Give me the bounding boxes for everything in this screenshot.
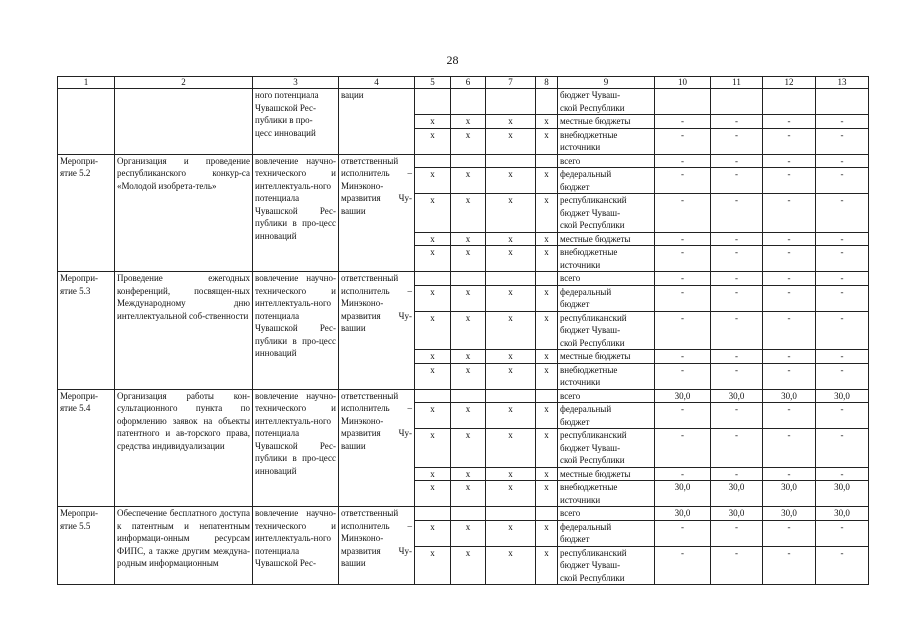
cell-col7: х [486,115,536,129]
cell-col7: х [486,194,536,233]
funding-source-cell: внебюджетные источники [558,481,655,507]
value-col11: - [711,546,763,585]
header-cell: 1 [58,77,115,89]
value-col10: - [655,232,711,246]
cell-col6: х [451,246,486,272]
value-col10 [655,89,711,115]
value-col12: - [763,546,816,585]
cell-col8: х [536,246,558,272]
event-goal-cell: вовлечение научно-технического и интеллектуаль-ного потенциала Чувашской Рес-публики в про-цесс инноваций [253,272,339,390]
header-cell: 8 [536,77,558,89]
funding-source-cell: федеральный бюджет [558,520,655,546]
cell-col5: х [415,285,451,311]
cell-col6 [451,272,486,286]
cell-col6: х [451,546,486,585]
value-col12: - [763,232,816,246]
funding-source-cell: местные бюджеты [558,350,655,364]
value-col12: - [763,403,816,429]
value-col12: - [763,467,816,481]
cell-col8 [536,389,558,403]
value-col11: - [711,363,763,389]
cell-col7: х [486,520,536,546]
cell-col7 [486,89,536,115]
cell-col5: х [415,481,451,507]
value-col10: - [655,194,711,233]
header-cell: 7 [486,77,536,89]
value-col11: - [711,128,763,154]
value-col13: - [816,546,869,585]
cell-col5: х [415,311,451,350]
value-col11 [711,89,763,115]
cell-col8: х [536,403,558,429]
table-row [58,89,869,115]
event-executor-cell: вации [339,89,415,155]
value-col12: - [763,285,816,311]
funding-source-cell: местные бюджеты [558,115,655,129]
cell-col6 [451,507,486,521]
value-col11: - [711,154,763,168]
cell-col6: х [451,467,486,481]
cell-col5 [415,272,451,286]
value-col10: - [655,285,711,311]
cell-col7 [486,389,536,403]
value-col13: - [816,363,869,389]
value-col11: - [711,429,763,468]
cell-col7: х [486,429,536,468]
value-col13: - [816,350,869,364]
value-col12: - [763,520,816,546]
value-col12: - [763,246,816,272]
value-col13: 30,0 [816,481,869,507]
value-col11: - [711,350,763,364]
cell-col5: х [415,546,451,585]
funding-source-cell: всего [558,507,655,521]
value-col11: - [711,272,763,286]
cell-col6: х [451,232,486,246]
cell-col6: х [451,311,486,350]
funding-source-cell: местные бюджеты [558,232,655,246]
cell-col8 [536,89,558,115]
cell-col8 [536,507,558,521]
cell-col7: х [486,285,536,311]
funding-source-cell: внебюджетные источники [558,363,655,389]
cell-col7: х [486,363,536,389]
cell-col5: х [415,350,451,364]
table-row [58,154,869,168]
cell-col6 [451,389,486,403]
cell-col8: х [536,363,558,389]
value-col11: 30,0 [711,507,763,521]
event-label-cell [58,89,115,155]
cell-col7: х [486,246,536,272]
event-label-cell: Меропри- ятие 5.4 [58,389,115,507]
event-goal-cell: вовлечение научно-технического и интеллектуаль-ного потенциала Чувашской Рес-публики в про-цесс инноваций [253,154,339,272]
cell-col5: х [415,168,451,194]
value-col13: - [816,168,869,194]
cell-col5: х [415,128,451,154]
value-col11: - [711,467,763,481]
value-col10: - [655,403,711,429]
value-col12: - [763,272,816,286]
header-cell: 4 [339,77,415,89]
value-col11: - [711,168,763,194]
value-col13: - [816,272,869,286]
funding-source-cell: федеральный бюджет [558,285,655,311]
value-col12: 30,0 [763,481,816,507]
cell-col7 [486,507,536,521]
cell-col6: х [451,168,486,194]
cell-col7: х [486,481,536,507]
value-col12: - [763,128,816,154]
value-col11: 30,0 [711,481,763,507]
cell-col6: х [451,403,486,429]
header-cell: 5 [415,77,451,89]
cell-col5: х [415,115,451,129]
value-col10: - [655,246,711,272]
header-cell: 13 [816,77,869,89]
cell-col5 [415,507,451,521]
value-col10: - [655,154,711,168]
cell-col5: х [415,363,451,389]
cell-col5 [415,389,451,403]
header-cell: 2 [115,77,253,89]
cell-col5: х [415,232,451,246]
funding-source-cell: внебюджетные источники [558,128,655,154]
header-cell: 12 [763,77,816,89]
value-col10: - [655,168,711,194]
cell-col5 [415,154,451,168]
header-cell: 9 [558,77,655,89]
cell-col6: х [451,285,486,311]
cell-col7 [486,154,536,168]
cell-col8: х [536,285,558,311]
cell-col5: х [415,403,451,429]
cell-col7: х [486,168,536,194]
cell-col8: х [536,467,558,481]
cell-col5: х [415,246,451,272]
cell-col8: х [536,168,558,194]
cell-col6: х [451,429,486,468]
cell-col5: х [415,194,451,233]
program-table [57,76,869,585]
header-cell: 3 [253,77,339,89]
header-cell: 6 [451,77,486,89]
page-number: 28 [446,53,459,67]
funding-source-cell: республиканский бюджет Чуваш- ской Республики [558,194,655,233]
funding-source-cell: республиканский бюджет Чуваш- ской Республики [558,311,655,350]
cell-col8: х [536,115,558,129]
value-col10: - [655,128,711,154]
value-col13: - [816,520,869,546]
cell-col8 [536,154,558,168]
table-row [58,389,869,403]
value-col10: - [655,429,711,468]
event-goal-cell: ного потенциала Чувашской Рес- публики в про- цесс инноваций [253,89,339,155]
value-col11: - [711,246,763,272]
event-label-cell: Меропри- ятие 5.2 [58,154,115,272]
funding-source-cell: федеральный бюджет [558,168,655,194]
funding-source-cell: всего [558,154,655,168]
funding-source-cell: всего [558,272,655,286]
value-col10: 30,0 [655,481,711,507]
value-col10: - [655,546,711,585]
funding-source-cell: республиканский бюджет Чуваш- ской Республики [558,546,655,585]
value-col11: - [711,311,763,350]
event-title-cell: Организация работы кон-сультационного пункта по оформлению заявок на объекты патентного и ав-торского права, средства индивидуализации [115,389,253,507]
value-col10: - [655,363,711,389]
cell-col7: х [486,311,536,350]
cell-col6: х [451,128,486,154]
value-col10: - [655,520,711,546]
value-col12: - [763,154,816,168]
event-executor-cell: ответственный исполнитель – Минэконо-мразвития Чу-вашии [339,154,415,272]
cell-col8: х [536,481,558,507]
cell-col5: х [415,429,451,468]
cell-col7: х [486,546,536,585]
table-row [58,507,869,521]
cell-col7: х [486,232,536,246]
funding-source-cell: внебюджетные источники [558,246,655,272]
cell-col8: х [536,232,558,246]
cell-col7: х [486,467,536,481]
cell-col6: х [451,363,486,389]
value-col12: - [763,115,816,129]
value-col12: - [763,429,816,468]
value-col13: - [816,115,869,129]
cell-col7: х [486,128,536,154]
value-col13 [816,89,869,115]
value-col13: - [816,232,869,246]
value-col11: - [711,194,763,233]
value-col10: - [655,115,711,129]
value-col13: - [816,194,869,233]
funding-source-cell: республиканский бюджет Чуваш- ской Республики [558,429,655,468]
event-goal-cell: вовлечение научно-технического и интеллектуаль-ного потенциала Чувашской Рес- [253,507,339,585]
value-col12: - [763,350,816,364]
value-col12: 30,0 [763,389,816,403]
cell-col8: х [536,350,558,364]
value-col13: - [816,128,869,154]
funding-source-cell: местные бюджеты [558,467,655,481]
event-title-cell: Обеспечение бесплатного доступа к патентным и непатентным информаци-онным ресурсам ФИПС, а также другим междуна-родным информационным [115,507,253,585]
value-col11: 30,0 [711,389,763,403]
cell-col7: х [486,350,536,364]
cell-col5 [415,89,451,115]
header-row [58,77,869,89]
value-col12 [763,89,816,115]
value-col13: - [816,403,869,429]
value-col10: 30,0 [655,389,711,403]
value-col13: 30,0 [816,389,869,403]
value-col10: - [655,311,711,350]
cell-col6: х [451,350,486,364]
value-col11: - [711,285,763,311]
event-label-cell: Меропри- ятие 5.5 [58,507,115,585]
cell-col8: х [536,128,558,154]
funding-source-cell: всего [558,389,655,403]
event-label-cell: Меропри- ятие 5.3 [58,272,115,390]
value-col12: - [763,168,816,194]
cell-col6: х [451,115,486,129]
value-col12: - [763,311,816,350]
value-col13: - [816,429,869,468]
value-col11: - [711,520,763,546]
table-row [58,272,869,286]
event-title-cell: Проведение ежегодных конференций, посвящен-ных Международному дню интеллектуальной соб-ственности [115,272,253,390]
value-col11: - [711,403,763,429]
value-col11: - [711,115,763,129]
cell-col8: х [536,194,558,233]
value-col13: - [816,285,869,311]
value-col13: 30,0 [816,507,869,521]
cell-col5: х [415,520,451,546]
event-title-cell [115,89,253,155]
event-goal-cell: вовлечение научно-технического и интеллектуаль-ного потенциала Чувашской Рес-публики в про-цесс инноваций [253,389,339,507]
cell-col6: х [451,194,486,233]
event-title-cell: Организация и проведение республиканского конкур-са «Молодой изобрета-тель» [115,154,253,272]
value-col10: - [655,350,711,364]
value-col12: - [763,363,816,389]
cell-col6: х [451,481,486,507]
cell-col8: х [536,546,558,585]
value-col12: - [763,194,816,233]
event-executor-cell: ответственный исполнитель – Минэконо-мразвития Чу-вашии [339,389,415,507]
value-col13: - [816,311,869,350]
value-col10: - [655,467,711,481]
cell-col8 [536,272,558,286]
cell-col6 [451,154,486,168]
cell-col5: х [415,467,451,481]
cell-col6: х [451,520,486,546]
cell-col7: х [486,403,536,429]
value-col10: - [655,272,711,286]
cell-col7 [486,272,536,286]
cell-col8: х [536,311,558,350]
cell-col8: х [536,429,558,468]
header-cell: 11 [711,77,763,89]
value-col13: - [816,154,869,168]
header-cell: 10 [655,77,711,89]
event-executor-cell: ответственный исполнитель – Минэконо-мразвития Чу-вашии [339,272,415,390]
cell-col8: х [536,520,558,546]
value-col13: - [816,246,869,272]
value-col10: 30,0 [655,507,711,521]
cell-col6 [451,89,486,115]
value-col12: 30,0 [763,507,816,521]
event-executor-cell: ответственный исполнитель – Минэконо-мразвития Чу-вашии [339,507,415,585]
value-col13: - [816,467,869,481]
value-col11: - [711,232,763,246]
funding-source-cell: бюджет Чуваш- ской Республики [558,89,655,115]
funding-source-cell: федеральный бюджет [558,403,655,429]
